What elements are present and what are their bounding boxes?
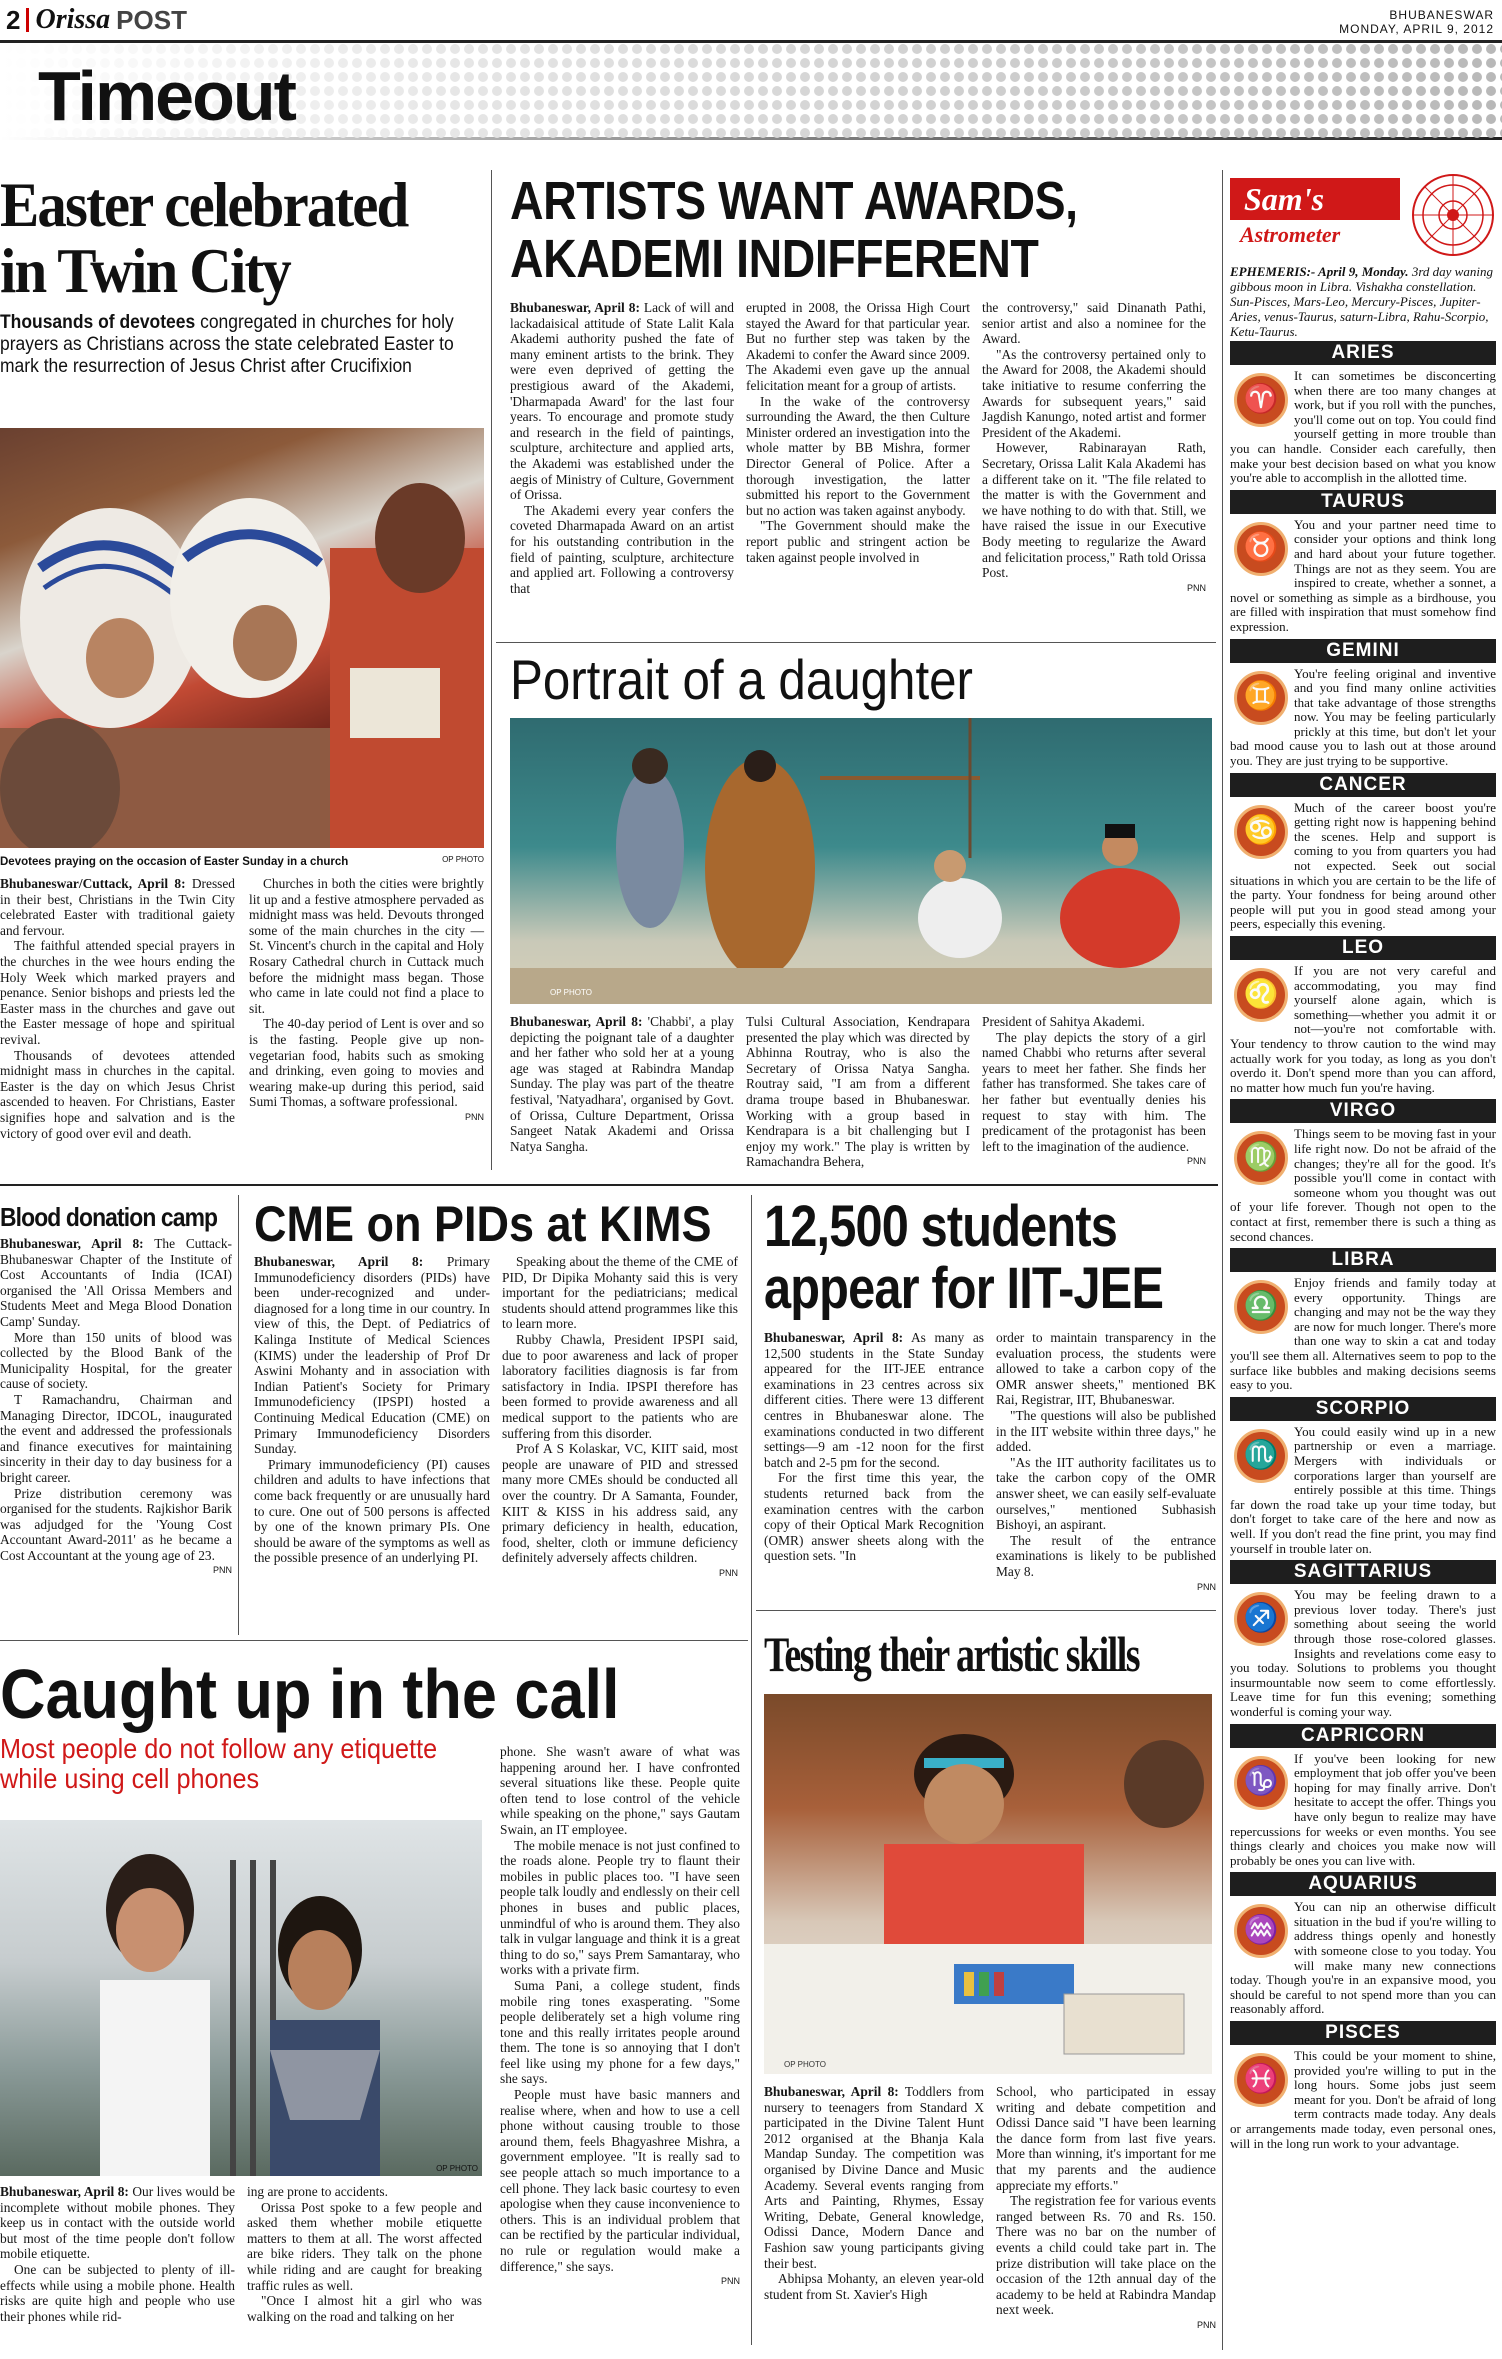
iit-headline: 12,500 students appear for IIT-JEE <box>764 1194 1164 1321</box>
zodiac-aries-icon: ♈ <box>1234 373 1288 427</box>
call-deck: Most people do not follow any etiquette while using cell phones <box>0 1733 438 1794</box>
horoscope-libra <box>1230 1248 1496 1393</box>
photo-credit: OP PHOTO <box>436 2164 478 2173</box>
zodiac-aquarius-icon: ♒ <box>1234 1904 1288 1958</box>
blood-story: Blood donation camp Bhubaneswar, April 8: The Cuttack-Bhubaneswar Chapter of the Institute of Cost Accountants of India (ICAI) organised the 'All Orissa Members and Students Meet and Mega Blood Donation Camp' Sunday. More than 150 units of blood was collected by the Blood Bank of the Municipality Hospital, for the greater cause of society. T Ramachandru, Chairman and Managing Director, IDCOL, inaugurated the event and addressed the professionals and finance executives for maintaining sincerity in their day to day business for a bright career. Prize distribution ceremony was organised for the students. Rajkishor Barik was adjudged for the 'Young Cost Accountant Award-2011' as he became a Cost Accountant at the young age of 23. PNN <box>0 1200 232 1579</box>
horoscope-virgo <box>1230 1099 1496 1244</box>
ephemeris: EPHEMERIS:- April 9, Monday. 3rd day waning gibbous moon in Libra. Vishakha constellation. Sun-Pisces, Mars-Leo, Mercury-Pisces, Jupiter-Aries, venus-Taurus, saturn-Libra, Rahu-Scorpio, Ketu-Taurus. <box>1230 264 1493 339</box>
astro-subtitle: Astrometer <box>1240 222 1341 247</box>
horoscope-text: Things seem to be moving fast in your life right now. Do not be afraid of the changes; they're all for the good. It's possible you'll come in contact with someone whom you thought was out of your life forever. Though not open to the contact at first, remember there is such a thing as second chances. <box>1230 1126 1496 1244</box>
top-rule <box>0 40 1502 43</box>
horoscope-text: You may be feeling drawn to a previous lover today. There's just something about seeing the world through those rose-colored glasses. Insights and revelations come easy to you today. Solutions to problems you thought insurmountable now seem to come effortlessly. Leave time for fun this evening; something wonderful is coming your way. <box>1230 1587 1496 1719</box>
call-col3: phone. She wasn't aware of what was happening around her. I have confronted several situations like these. People quite often tend to lose control of the vehicle while speaking on the phone," says Gautam Swain, an IT employee. The mobile menace is not just confined to the roads alone. People try to flaunt their mobiles in public places too. "I have seen people talk loudly and endlessly on their cell phones in buses and public places, unmindful of who is around them. They also talk in vulgar language and think it is a great thing to do so," says Prem Samantaray, who works with a private firm. Suma Pani, a college student, finds mobile ring tones exasperating. "Some people deliberately set a high volume ring tone and this really irritates people around them. The tone is so annoying that I don't feel like using my phone for a few days," she says. People must have basic manners and realise where, when and how to use a cell phone without causing trouble to those around them, feels Bhagyashree Mishra, a government employee. "It is really sad to see people attach so much importance to a cell phone. They lack basic courtesy to even apologise when they cause inconvenience to others. This is an individual problem that can be rectified by the particular individual, no rule or regulation would make a difference," she says. PNN <box>500 1744 740 2287</box>
zodiac-taurus-icon: ♉ <box>1234 522 1288 576</box>
horoscope-leo <box>1230 936 1496 1095</box>
easter-deck: Thousands of devotees congregated in churches for holy prayers as Christians across the state celebrated Easter to mark the resurrection of Jesus Christ after Crucifixion <box>0 312 454 377</box>
row-rule <box>0 1184 1218 1186</box>
zodiac-virgo-icon: ♍ <box>1234 1131 1288 1185</box>
horoscope-sign-name: GEMINI <box>1230 639 1496 663</box>
horoscope-text: Enjoy friends and family today at every opportunity. Things are changing and may not be the way they are now for much longer. There's more than one way to skin a cat and today you'll see them all. Alternatives seem to pop to the surface like bubbles and making decisions seems easy to you. <box>1230 1275 1496 1393</box>
horoscope-capricorn <box>1230 1724 1496 1869</box>
horoscope-aries <box>1230 341 1496 486</box>
children-drawing-illustration <box>764 1694 1212 2074</box>
easter-col2: Churches in both the cities were brightly lit up and a festive atmosphere pervaded as midnight mass was held. Devouts thronged some of the main churches in the city — St. Vincent's church in the capital and Holy Rosary Cathedral church in Cuttack much before the midnight mass began. Those who came in late could not find a place to sit. The 40-day period of Lent is over and so is the fasting. People give up non-vegetarian food, habits such as smoking and drinking, even going to movies and wearing make-up during this period, said Sumi Thomas, a software professional. PNN <box>249 876 484 1122</box>
edition-date: MONDAY, APRIL 9, 2012 <box>1339 22 1494 36</box>
paper-name: Orissa <box>35 4 111 35</box>
zodiac-pisces-icon: ♓ <box>1234 2053 1288 2107</box>
artists-col2: erupted in 2008, the Orissa High Court stayed the Award for that particular year. But no further step was taken by the Akademi to confer the Award since 2009. The Akademi even gave up the annual felicitation meant for a group of artists. In the wake of the controversy surrounding the Award, the then Culture Minister ordered an investigation into the whole matter by BB Mishra, former Director General of Police. After a thorough investigation, the latter submitted his report to the Government but no action was taken against anybody. "The Government should make the report public and stringent action be taken against people involved in <box>746 300 970 565</box>
zodiac-cancer-icon: ♋ <box>1234 805 1288 859</box>
horoscope-sign-name: CAPRICORN <box>1230 1724 1496 1748</box>
cme-story: CME on PIDs at KIMS Bhubaneswar, April 8: Primary Immunodeficiency disorders (PIDs) have been under-recognized and under-diagnosed for a long time in our country. In view of this, the Dept. of Pediatrics of Kalinga Institute of Medical Sciences (KIMS) under the leadership of Prof Dr Aswini Mohanty and in association with Indian Patient's Society for Primary Immunodeficiency (IPSPI) hosted a Continuing Medical Education (CME) on Primary Immunodeficiency Disorders Sunday. Primary immunodeficiency (PI) causes children and adults to have infections that come back frequently or are unusually hard to cure. One out of 500 persons is affected by one of the known primary PIs. One should be aware of the symptoms as well as the possible presence of an underlying PI. Speaking about the theme of the CME of PID, Dr Dipika Mohanty said this is very important for the pediatricians; medical students should attend programmes like this to learn more. Rubby Chawla, President IPSPI said, due to poor awareness and lack of proper laboratory facilities diagnosis is far from satisfactory in India. IPSPI therefore has been formed to provide awareness and all medical support to the patients who are suffering from this disorder. Prof A S Kolaskar, VC, KIIT said, most people are unaware of PID and stressed many more CMEs should be conducted all over the country. Dr A Samanta, Founder, KIIT & KISS in his address said, any primary deficiency in health, education, food, shelter, cloth or immune deficiency definitely adversely affects children. PNN <box>254 1196 744 1581</box>
easter-story <box>0 169 484 378</box>
horoscope-sign-name: SAGITTARIUS <box>1230 1560 1496 1584</box>
photo-credit: OP PHOTO <box>784 2060 826 2069</box>
zodiac-capricorn-icon: ♑ <box>1234 1756 1288 1810</box>
horoscope-sign-name: LIBRA <box>1230 1248 1496 1272</box>
nuns-illustration <box>0 428 484 848</box>
horoscope-text: You're feeling original and inventive and you find many online activities that take advantage of those strengths now. You may be feeling particularly prickly at this time, but don't let your bad mood cause you to lash out at those around you. They are just trying to be supportive. <box>1230 665 1496 769</box>
blood-headline: Blood donation camp <box>0 1202 218 1232</box>
phone-users-illustration <box>0 1820 482 2176</box>
testing-headline: Testing their artistic skills <box>764 1626 1140 1682</box>
horoscope-gemini <box>1230 639 1496 769</box>
horoscope-sign-name: CANCER <box>1230 773 1496 797</box>
horoscope-text: You could easily wind up in a new partnership or even a marriage. Mergers with individuals or corporations larger than yourself are entirely possible at this time. Things far down the road take up your time today, but don't forget to take care of the here and now as well. If you don't read the fine print, you may find yourself in trouble later on. <box>1230 1423 1496 1556</box>
horoscope-scorpio <box>1230 1397 1496 1556</box>
testing-photo <box>764 1694 1212 2074</box>
edition-city: BHUBANESWAR <box>1389 8 1494 22</box>
zodiac-wheel-icon <box>1410 172 1496 258</box>
horoscope-sign-name: VIRGO <box>1230 1099 1496 1123</box>
section-title: Timeout <box>38 57 295 135</box>
easter-col1: Bhubaneswar/Cuttack, April 8: Dressed in their best, Christians in the Twin City celebrated Easter with traditional gaiety and fervour. The faithful attended special prayers in the churches in the wee hours ending the Holy Week which marked prayers and penance. Senior bishops and priests led the Easter mass in the churches and gave out the Easter message of hope and spiritual revival. Thousands of devotees attended midnight mass in churches in the capital. Easter is the day on which Jesus Christ ascended to heaven. For Christians, Easter signifies hope and salvation and is the victory of good over evil and death. <box>0 876 236 1141</box>
masthead <box>0 0 1502 140</box>
cme-headline: CME on PIDs at KIMS <box>254 1196 712 1252</box>
horoscope-list <box>1230 341 1496 2151</box>
astrometer-panel <box>1230 172 1496 2352</box>
artists-col3: the controversy," said Dinanath Pathi, senior artist and also a nominee for the Award. "As the controversy pertained only to the Award for 2008, the Akademi should take initiative to resume conferring the Awards for subsequent years," said Jagdish Kanungo, noted artist and former President of the Akademi. However, Rabinarayan Rath, Secretary, Orissa Lalit Kala Akademi has a different take on it. "The file related to the matter is with the Government and we have nothing to do with that. Still, we have raised the issue in our Executive Body meeting to regularize the Award and felicitation process," Rath told Orissa Post. PNN <box>982 300 1206 593</box>
call-headline: Caught up in the call <box>0 1655 620 1733</box>
zodiac-sagittarius-icon: ♐ <box>1234 1592 1288 1646</box>
astro-brand: Sam's <box>1230 178 1400 220</box>
horoscope-taurus <box>1230 490 1496 635</box>
photo-credit: OP PHOTO <box>442 855 484 864</box>
easter-headline: Easter celebrated in Twin City <box>0 169 408 306</box>
portrait-col2: Tulsi Cultural Association, Kendrapara presented the play which was directed by Abhinna Routray, who is also the Secretary of Orissa Natya Sangha. Routray said, "I am from a different drama troupe based in Bhubaneswar. Working with a group based in Kendrapara is a bit challenging but I enjoy my work." The play is written by Ramachandra Behera, <box>746 1014 970 1170</box>
horoscope-text: It can sometimes be disconcerting when there are too many changes at work, but if you roll with the punches, you'll come out on top. You could find yourself getting in more trouble than you can handle. Consider each carefully, then make your best decision based on what you know you're able to accomplish in the allotted time. <box>1230 368 1496 486</box>
artists-headline: ARTISTS WANT AWARDS, AKADEMI INDIFFERENT <box>510 171 1078 289</box>
horoscope-text: You and your partner need time to consider your options and think long and hard about your future together. Things are not as they seem. You are inspired to create, whether a sonnet, a novel or something as simple as a birdhouse, you are filled with inspiration that must somehow find expression. <box>1230 516 1496 634</box>
easter-photo <box>0 428 484 848</box>
artists-col1: Bhubaneswar, April 8: Lack of will and lackadaisical attitude of State Lalit Kala Akademi authority pushed the fate of many eminent artists to the brink. They were even deprived of getting the prestigious award of the Akademi, 'Dharmapada Award' for the last four years. To encourage and promote study and research in the field of paintings, sculpture, architecture and applied arts, the Akademi was established under the aegis of Ministry of Culture, Government of Orissa. The Akademi every year confers the coveted Dharmapada Award on an artist for his outstanding contribution in the field of painting, sculpture, architecture and applied art. Following a controversy that <box>510 300 734 596</box>
horoscope-sign-name: SCORPIO <box>1230 1397 1496 1421</box>
horoscope-text: This could be your moment to shine, provided you're willing to put in the long hours. Some jobs just seem meant for you. Don't be afraid of long term contracts made today. Any deals or arrangements made today, even personal ones, will in the long run work to your advantage. <box>1230 2048 1496 2151</box>
zodiac-gemini-icon: ♊ <box>1234 671 1288 725</box>
column-rule <box>751 1195 752 2345</box>
horoscope-cancer <box>1230 773 1496 932</box>
portrait-col3: President of Sahitya Akademi. The play depicts the story of a girl named Chabbi who returns after several years to meet her father. She finds her father has transformed. She takes care of her father but eventually denies his request to stay with him. The predicament of the protagonist has been left to the imagination of the audience. PNN <box>982 1014 1206 1167</box>
row-rule <box>0 1640 748 1641</box>
page-number: 2 <box>6 4 21 35</box>
horoscope-sign-name: AQUARIUS <box>1230 1872 1496 1896</box>
horoscope-sign-name: LEO <box>1230 936 1496 960</box>
row-rule <box>496 642 1216 643</box>
portrait-headline: Portrait of a daughter <box>510 648 973 711</box>
iit-story: 12,500 students appear for IIT-JEE Bhubaneswar, April 8: As many as 12,500 students in the State Sunday appeared for the IIT-JEE entrance examinations in 23 centres across six different cities. There were 13 different centres in Bhubaneswar alone. The examinations conducted in two different settings—9 am -12 noon for the first batch and 2-5 pm for the second. For the first time this year, the students returned back from the examination centres with the carbon copy of their Optical Mark Recognition (OMR) answer sheets along with the question sets. "In order to maintain transparency in the evaluation process, the students were allowed to take a carbon copy of the OMR answer sheets," mentioned BK Rai, Registrar, IIT, Bhubaneswar. "The questions will also be published in the IIT website within three days," he added. "As the IIT authority facilitates us to take the carbon copy of the OMR answer sheet, we can easily self-evaluate ourselves," mentioned Subhasish Bishoyi, an aspirant. The result of the entrance examinations is likely to be published May 8. PNN <box>764 1194 1216 1592</box>
artists-story <box>510 172 1215 596</box>
call-photo <box>0 1820 482 2176</box>
column-rule <box>491 170 492 1170</box>
portrait-col1: Bhubaneswar, April 8: 'Chabbi', a play depicting the poignant tale of a daughter and her father who sold her at a young age was staged at Rabindra Mandap Sunday. The play was part of the theatre festival, 'Natyadhara', organised by Govt. of Orissa, Culture Department, Orissa Sangeet Natak Akademi and Orissa Natya Sangha. <box>510 1014 734 1154</box>
column-rule <box>1222 170 1223 2350</box>
portrait-photo <box>510 718 1212 1004</box>
zodiac-libra-icon: ♎ <box>1234 1280 1288 1334</box>
horoscope-sign-name: PISCES <box>1230 2021 1496 2045</box>
horoscope-text: You can nip an otherwise difficult situation in the bud if you're willing to address things openly and honestly with someone close to you today. You will make many new connections today. Though you're in an expansive mood, you should be careful to not spend more than you can reasonably afford. <box>1230 1899 1496 2017</box>
row-rule <box>756 1610 1216 1611</box>
horoscope-sign-name: TAURUS <box>1230 490 1496 514</box>
horoscope-text: Much of the career boost you're getting right now is happening behind the scenes. Help and support is coming to you from quarters you had not expected. Seek out social situations in which you are certain to be the life of the party. Your fondness for being around other people will put you in good stead among your peers, especially this evening. <box>1230 799 1496 932</box>
horoscope-pisces <box>1230 2021 1496 2151</box>
column-rule <box>238 1195 239 1635</box>
horoscope-sagittarius <box>1230 1560 1496 1719</box>
horoscope-aquarius <box>1230 1872 1496 2017</box>
photo-credit: OP PHOTO <box>550 988 592 997</box>
zodiac-scorpio-icon: ♏ <box>1234 1429 1288 1483</box>
paper-name-post: POST <box>116 4 187 35</box>
horoscope-text: If you are not very careful and accommodating, you may find yourself alone again, which is something—whether you admit it or not—you're not comfortable with. Your tendency to throw caution to the wind may actually work for you today, as long as you don't overdo it. Don't spend more than you can afford, no matter how much fun you're having. <box>1230 963 1496 1095</box>
horoscope-sign-name: ARIES <box>1230 341 1496 365</box>
play-scene-illustration <box>510 718 1212 1004</box>
dateline: Bhubaneswar/Cuttack, April 8: <box>0 876 186 891</box>
horoscope-text: If you've been looking for new employment that job offer you've been hoping for may finally arrive. Don't hesitate to accept the offer. Things you have only begun to realize may have repercussions for weeks or even months. You see things clearly and choices you make now will probably be ones you can live with. <box>1230 1750 1496 1868</box>
zodiac-leo-icon: ♌ <box>1234 968 1288 1022</box>
easter-caption: Devotees praying on the occasion of Easter Sunday in a church <box>0 856 349 868</box>
